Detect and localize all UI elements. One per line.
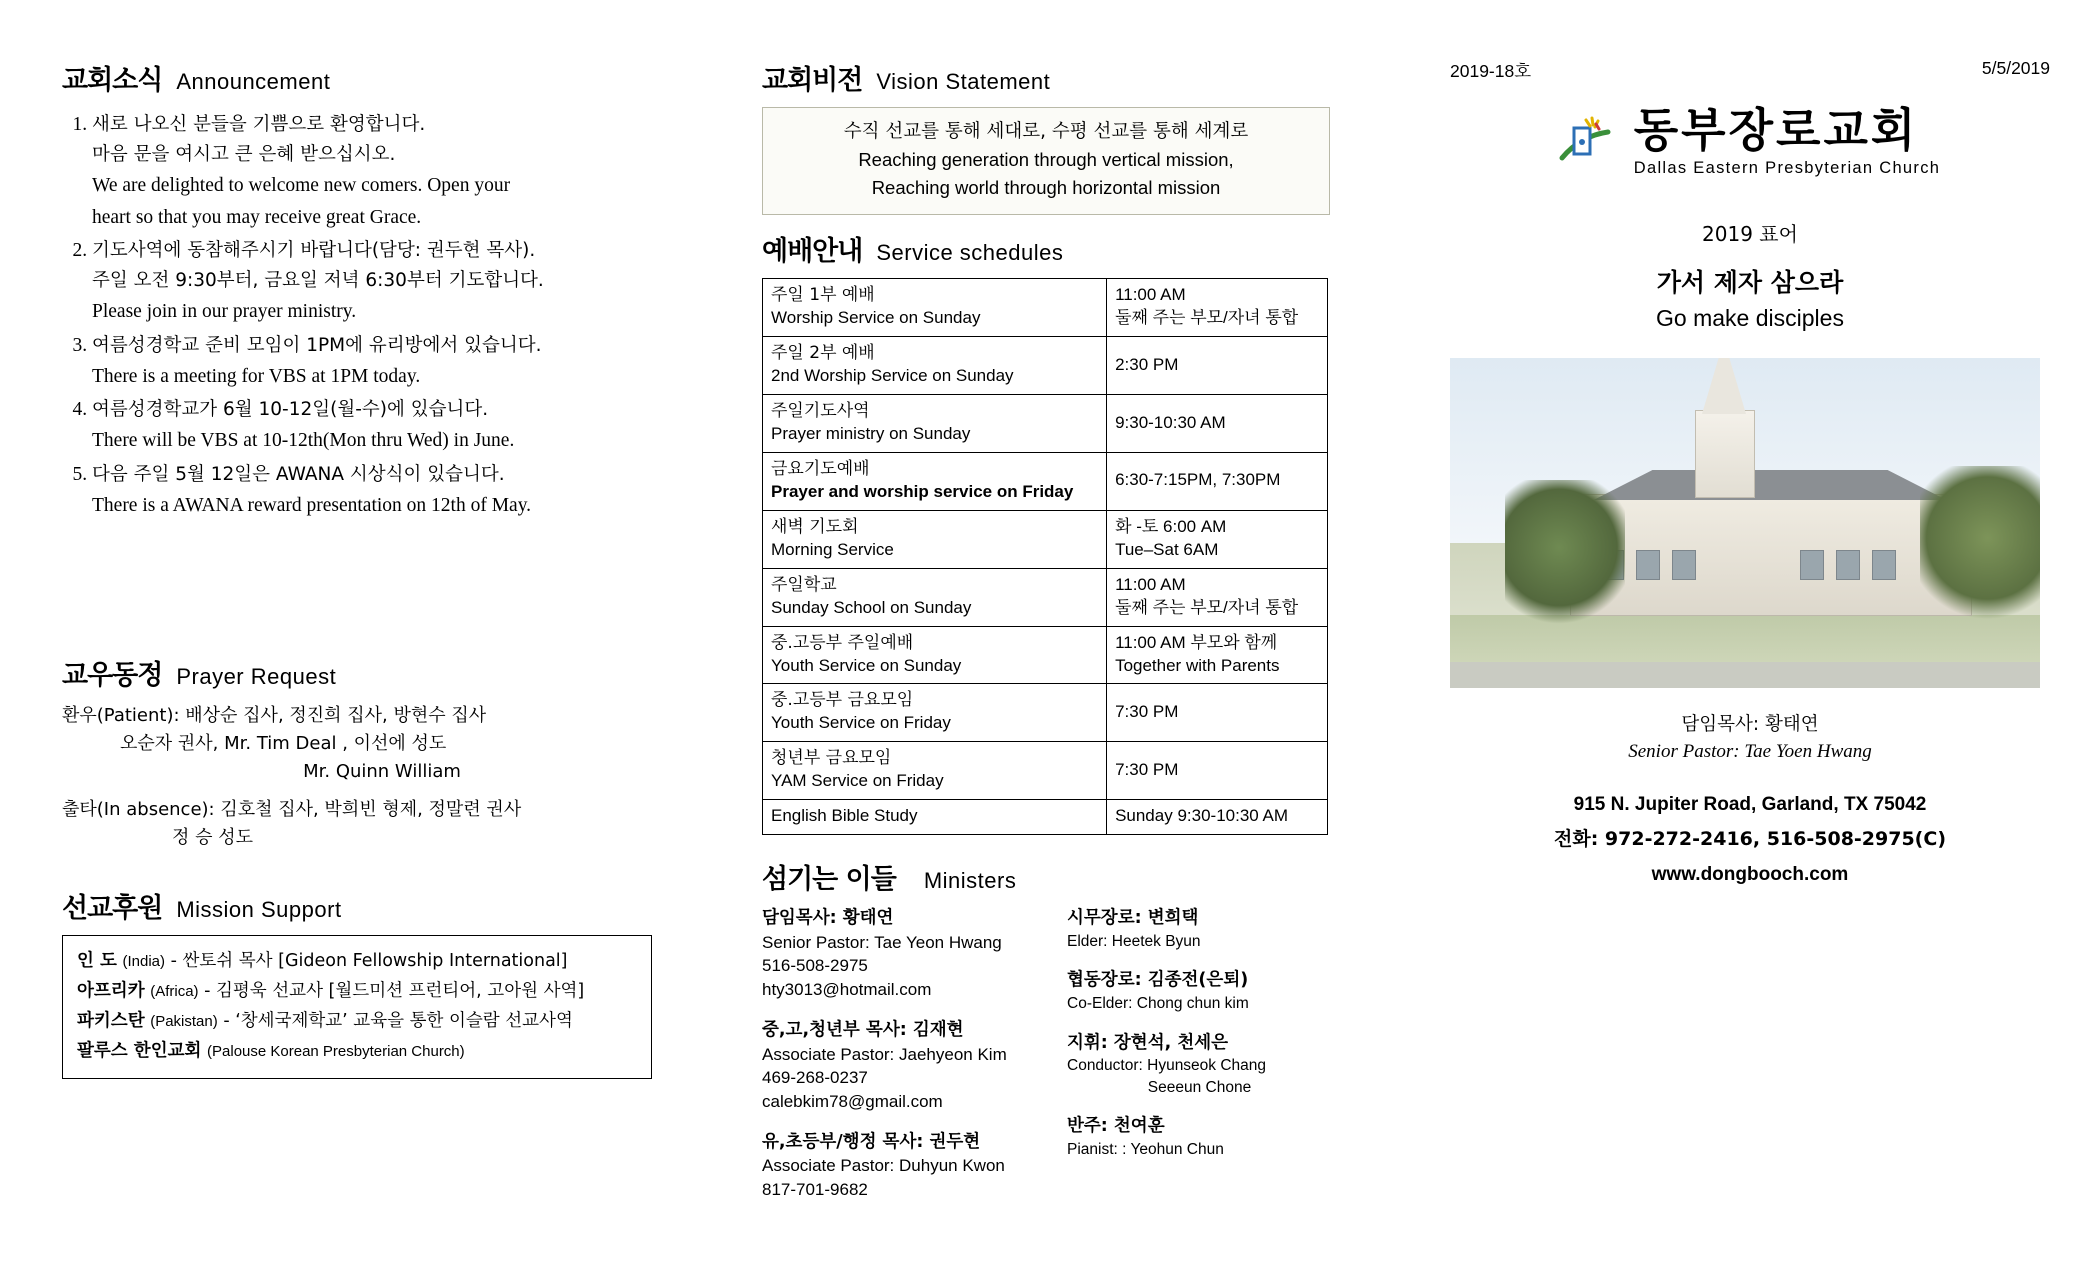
minister-entry [1067,1031,1332,1099]
prayer-title-en: Prayer Request [176,664,337,690]
church-name-en: Dallas Eastern Presbyterian Church [1633,159,1941,177]
announcement-ko-line: 5. 다음 주일 5월 12일은 AWANA 시상식이 있습니다. [92,463,505,485]
mission-country-ko: 파키스탄 [77,1010,145,1031]
announcement-ko-line: 1. 새로 나오신 분들을 기쁨으로 환영합니다. [92,114,426,135]
announcement-ko-line: 2. 기도사역에 동참해주시기 바랍니다(담당: 권두현 목사). [92,240,536,262]
ministers-left-column [762,906,1027,1218]
table-row [763,510,1328,568]
prayer-body [62,702,702,851]
prayer-line: Mr. Quinn William [303,761,461,783]
list-item [92,235,702,328]
minister-name-en: Elder: Heetek Byun [1067,932,1201,950]
announcement-heading [62,58,702,97]
minister-role: 시무장로: 변희택 [1067,908,1199,929]
schedule-name-en: Youth Service on Sunday [771,655,962,675]
mission-country-ko: 아프리카 [77,980,145,1001]
schedule-name-en: Prayer and worship service on Friday [771,481,1074,501]
schedule-time-note: Tue–Sat 6AM [1115,539,1219,559]
schedules-heading [762,229,1342,268]
minister-name-en: Associate Pastor: Duhyun Kwon [762,1156,1005,1176]
schedule-time: 6:30-7:15PM, 7:30PM [1115,470,1281,490]
motto-ko: 가서 제자 삼으라 [1656,268,1844,297]
schedule-name-ko: 주일기도사역 [771,401,870,422]
table-row [763,684,1328,742]
schedule-name-en: Youth Service on Friday [771,713,951,733]
schedule-time: 9:30-10:30 AM [1115,412,1226,432]
table-row [763,568,1328,626]
schedules-title-ko: 예배안내 [762,236,863,268]
schedule-name-ko: 중.고등부 주일예배 [771,632,914,653]
table-row [763,626,1328,684]
website-link[interactable]: www.dongbooch.com [1651,864,1849,886]
minister-entry [762,1130,1027,1202]
mission-country-en: (Palouse Korean Presbyterian Church) [207,1042,465,1060]
schedule-name-ko: 금요기도예배 [771,458,870,479]
announcement-list [62,109,702,521]
announcement-title-ko: 교회소식 [62,65,163,96]
list-item [92,109,702,233]
vision-title-en: Vision Statement [876,69,1051,94]
ministers-title-ko: 섬기는 이들 [762,864,896,896]
minister-name-en: Senior Pastor: Tae Yeon Hwang [762,932,1002,952]
minister-email: hty3013@hotmail.com [762,980,932,1000]
schedule-name-en: English Bible Study [771,806,918,826]
mission-country-en: (India) [122,952,166,970]
mission-country-ko: 인 도 [77,950,117,971]
ministers-grid [762,906,1342,1218]
schedule-name-en: 2nd Worship Service on Sunday [771,366,1014,386]
prayer-request-heading [62,653,702,692]
minister-role: 반주: 천여훈 [1067,1116,1165,1137]
mission-detail: - 싼토쉬 목사 [Gideon Fellowship International] [170,950,568,971]
announcement-title-en: Announcement [176,69,331,94]
prayer-line: 오순자 권사, Mr. Tim Deal , 이선에 성도 [120,733,447,755]
minister-name-en: Associate Pastor: Jaehyeon Kim [762,1044,1007,1064]
minister-role: 유,초등부/행정 목사: 권두현 [762,1131,981,1152]
church-address-block [1450,787,2050,892]
vision-statement-box [762,107,1330,215]
schedule-time-note: 둘째 주는 부모/자녀 통합 [1115,308,1299,328]
prayer-line: 정 승 성도 [172,826,253,848]
vision-line-ko: 수직 선교를 통해 세대로, 수평 선교를 통해 세계로 [843,121,1249,142]
announcement-en-line: We are delighted to welcome new comers. Open your [92,174,511,196]
address-line: 915 N. Jupiter Road, Garland, TX 75042 [1573,794,1927,815]
mission-item [77,976,637,1006]
schedule-name-ko: 주일학교 [771,574,837,595]
schedule-name-en: YAM Service on Friday [771,771,944,791]
church-building-photo [1450,358,2040,688]
schedules-title-en: Service schedules [876,240,1064,266]
schedule-name-ko: 새벽 기도회 [771,516,859,537]
mission-country-ko: 팔루스 한인교회 [77,1040,202,1061]
ministers-heading [762,857,1342,896]
announcement-en-line: There is a AWANA reward presentation on 12th of May. [92,494,532,516]
announcement-ko-line: 4. 여름성경학교가 6월 10-12일(월-수)에 있습니다. [92,399,489,421]
church-name-ko: 동부장로교회 [1633,103,1919,157]
prayer-line: 환우(Patient): 배상순 집사, 정진희 집사, 방현수 집사 [62,705,487,727]
schedule-time: 2:30 PM [1115,354,1179,374]
minister-role: 담임목사: 황태연 [762,908,894,929]
table-row [763,395,1328,453]
announcement-ko-line: 3. 여름성경학교 준비 모임이 1PM에 유리방에서 있습니다. [92,334,542,356]
pastor-ko: 담임목사: 황태연 [1681,714,1819,735]
schedule-name-ko: 청년부 금요모임 [771,748,892,769]
mission-detail: - ‘창세국제학교’ 교육을 통한 이슬람 선교사역 [223,1010,573,1031]
vision-heading [762,58,1342,97]
schedule-name-en: Worship Service on Sunday [771,308,981,328]
mission-title-en: Mission Support [176,896,342,922]
church-logo [1450,103,2050,178]
vision-line-en-1: Reaching generation through vertical mission, [858,149,1234,171]
vision-title-ko: 교회비전 [762,65,863,96]
mission-title-ko: 선교후원 [62,892,163,924]
minister-role: 협동장로: 김종전(은퇴) [1067,970,1249,991]
schedule-time: Sunday 9:30-10:30 AM [1115,806,1289,826]
schedule-time: 11:00 AM 부모와 함께 [1115,632,1278,652]
minister-email: calebkim78@gmail.com [762,1092,943,1112]
schedule-name-en: Prayer ministry on Sunday [771,424,971,444]
ministers-title-en: Ministers [923,868,1017,894]
cover-column [1450,58,2050,892]
minister-phone: 516-508-2975 [762,956,868,976]
motto-year: 2019 표어 [1702,222,1798,246]
minister-name-en: Co-Elder: Chong chun kim [1067,994,1249,1012]
schedule-time: 11:00 AM [1115,285,1186,305]
phone-line: 전화: 972-272-2416, 516-508-2975(C) [1553,828,1946,851]
mission-country-en: (Pakistan) [150,1012,218,1030]
list-item [92,330,702,393]
logo-mark-icon [1556,112,1618,174]
minister-phone: 469-268-0237 [762,1068,868,1088]
list-item [92,394,702,457]
schedule-column [762,58,1342,1218]
prayer-title-ko: 교우동정 [62,660,163,692]
schedule-time-note: 둘째 주는 부모/자녀 통합 [1115,597,1299,617]
issue-row [1450,58,2050,83]
table-row [763,742,1328,800]
minister-entry [1067,1114,1332,1160]
service-schedule-table [762,278,1328,835]
ministers-right-column [1067,906,1332,1218]
announcement-ko-line: 마음 문을 여시고 큰 은혜 받으십시오. [92,143,396,165]
announcement-ko-line: 주일 오전 9:30부터, 금요일 저녁 6:30부터 기도합니다. [92,270,544,292]
list-item [92,459,702,522]
announcement-en-line: There will be VBS at 10-12th(Mon thru Wed) in June. [92,430,515,452]
schedule-name-ko: 중.고등부 금요모임 [771,690,914,711]
prayer-request-section [62,653,702,851]
announcement-en-line: Please join in our prayer ministry. [92,301,357,323]
schedule-name-en: Sunday School on Sunday [771,597,972,617]
schedule-time: 7:30 PM [1115,759,1179,779]
minister-name-en: Seeeun Chone [1147,1078,1252,1096]
minister-entry [1067,906,1332,952]
minister-name-en: Conductor: Hyunseok Chang [1067,1057,1267,1075]
mission-country-en: (Africa) [150,982,199,1000]
schedule-time: 화 -토 6:00 AM [1115,516,1227,536]
minister-entry [762,1018,1027,1114]
minister-entry [762,906,1027,1002]
table-row [763,800,1328,835]
prayer-line: 출타(In absence): 김호철 집사, 박희빈 형제, 정말련 권사 [62,798,522,820]
schedule-name-en: Morning Service [771,539,894,559]
schedule-time: 7:30 PM [1115,701,1179,721]
mission-detail: - 김평욱 선교사 [월드미션 프런티어, 고아원 사역] [204,980,585,1001]
issue-number: 2019-18호 [1450,61,1532,81]
schedule-time-note: Together with Parents [1115,655,1280,675]
table-row [763,337,1328,395]
schedule-time: 11:00 AM [1115,574,1186,594]
minister-phone: 817-701-9682 [762,1180,868,1200]
mission-support-section [62,886,702,1079]
schedule-name-ko: 주일 1부 예배 [771,285,875,306]
minister-role: 지휘: 장현석, 천세은 [1067,1032,1229,1053]
mission-item [77,1036,637,1066]
motto-en: Go make disciples [1656,305,1844,331]
schedule-name-ko: 주일 2부 예배 [771,343,875,364]
minister-role: 중,고,청년부 목사: 김재현 [762,1020,964,1041]
mission-support-box [62,935,652,1079]
pastor-en: Senior Pastor: Tae Yoen Hwang [1628,741,1872,762]
table-row [763,279,1328,337]
minister-name-en: Pianist: : Yeohun Chun [1067,1140,1224,1158]
minister-entry [1067,968,1332,1014]
vision-line-en-2: Reaching world through horizontal mission [871,177,1221,199]
table-row [763,452,1328,510]
mission-item [77,946,637,976]
mission-item [77,1006,637,1036]
announcement-en-line: heart so that you may receive great Grace. [92,206,422,228]
mission-support-heading [62,886,702,925]
announcement-en-line: There is a meeting for VBS at 1PM today. [92,365,421,387]
announcement-column [62,58,702,1079]
issue-date: 5/5/2019 [1981,58,2050,78]
